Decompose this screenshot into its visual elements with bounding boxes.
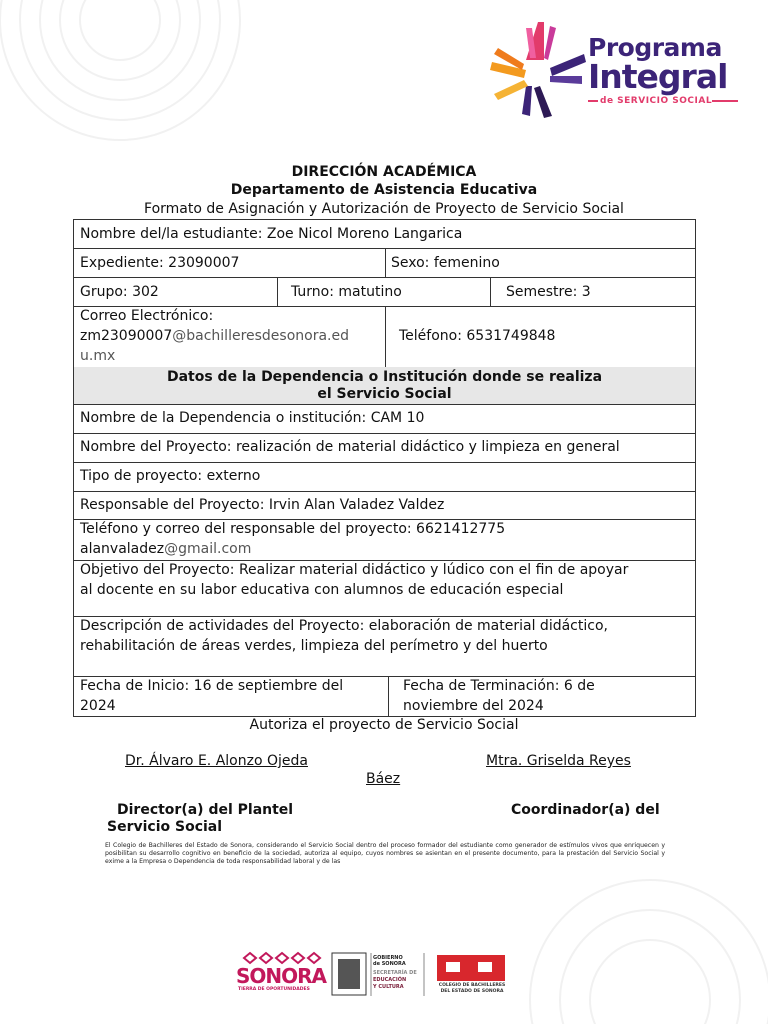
signer-director: Dr. Álvaro E. Alonzo Ojeda — [125, 753, 308, 769]
turno: Turno: matutino — [291, 284, 402, 300]
sexo: Sexo: femenino — [391, 255, 500, 271]
project-form-table — [73, 219, 696, 717]
student-name: Nombre del/la estudiante: Zoe Nicol Moreno Langarica — [80, 226, 463, 242]
grupo: Grupo: 302 — [80, 284, 159, 300]
logo-text-servicio-social: de SERVICIO SOCIAL — [600, 96, 713, 106]
department-name: Departamento de Asistencia Educativa — [230, 182, 538, 198]
role-coordinator-cont: Servicio Social — [107, 819, 223, 835]
hands-icon — [490, 22, 586, 118]
footer-logos — [234, 950, 524, 1000]
tipo-proyecto: Tipo de proyecto: externo — [80, 468, 261, 484]
semestre: Semestre: 3 — [506, 284, 591, 300]
form-name: Formato de Asignación y Autorización de Proyecto de Servicio Social — [144, 201, 624, 217]
logo-text-integral: Integral — [588, 57, 728, 96]
correo-electronico: Correo Electrónico: zm23090007@bachilleresdesonora.ed u.mx — [80, 308, 350, 364]
proyecto-nombre: Nombre del Proyecto: realización de material didáctico y limpieza en general — [80, 439, 620, 455]
secretaria-label: SECRETARÍA DE EDUCACIÓN Y CULTURA — [373, 970, 417, 990]
telefono: Teléfono: 6531749848 — [399, 328, 556, 344]
authorization-text: Autoriza el proyecto de Servicio Social — [249, 717, 519, 733]
section-header: Datos de la Dependencia o Institución donde se realiza el Servicio Social — [74, 367, 695, 404]
fecha-terminacion: Fecha de Terminación: 6 de noviembre del 2024 — [403, 678, 595, 714]
signer-coordinator-surname: Báez — [366, 771, 401, 787]
role-coordinator: Coordinador(a) del — [511, 802, 660, 818]
objetivo: Objetivo del Proyecto: Realizar material didáctico y lúdico con el fin de apoyar al docente en su labor educativa con alumnos de educación especial — [80, 562, 629, 598]
cobach-label: COLEGIO DE BACHILLERES DEL ESTADO DE SONORA — [438, 983, 506, 994]
sonora-tagline: TIERRA DE OPORTUNIDADES — [238, 987, 310, 992]
contacto-responsable: Teléfono y correo del responsable del proyecto: 6621412775 alanvaladez@gmail.com — [80, 521, 506, 557]
dependencia-nombre: Nombre de la Dependencia o institución: CAM 10 — [80, 410, 425, 426]
expediente: Expediente: 23090007 — [80, 255, 240, 271]
role-director: Director(a) del Plantel — [117, 802, 294, 818]
document-title: DIRECCIÓN ACADÉMICA — [291, 164, 477, 180]
fecha-inicio: Fecha de Inicio: 16 de septiembre del 2024 — [80, 678, 344, 714]
logo-text-programa: Programa — [588, 33, 722, 62]
signer-coordinator: Mtra. Griselda Reyes — [486, 753, 631, 769]
logo-line-left — [588, 100, 598, 102]
legal-fine-print: El Colegio de Bachilleres del Estado de Sonora, considerando el Servicio Social dentro del proceso formador del estudiante como generador de estímulos vivos que enriquecen y posibilitan su desarrollo cognitivo en beneficio de la sociedad, autoriza al equipo, cuyos nombres se asientan en el presente documento, para la prestación del Servicio Social y exime a la Empresa o Dependencia de toda responsabilidad laboral y de las — [105, 842, 665, 865]
gobierno-label: GOBIERNO de SONORA — [373, 955, 406, 967]
descripcion-actividades: Descripción de actividades del Proyecto: elaboración de material didáctico, rehabilitación de áreas verdes, limpieza del perímetro y del huerto — [80, 618, 608, 654]
responsable: Responsable del Proyecto: Irvin Alan Valadez Valdez — [80, 497, 445, 513]
sonora-wordmark: SONORA — [236, 964, 327, 988]
sonora-ornament-icon — [244, 953, 320, 963]
logo-line-right — [712, 100, 738, 102]
